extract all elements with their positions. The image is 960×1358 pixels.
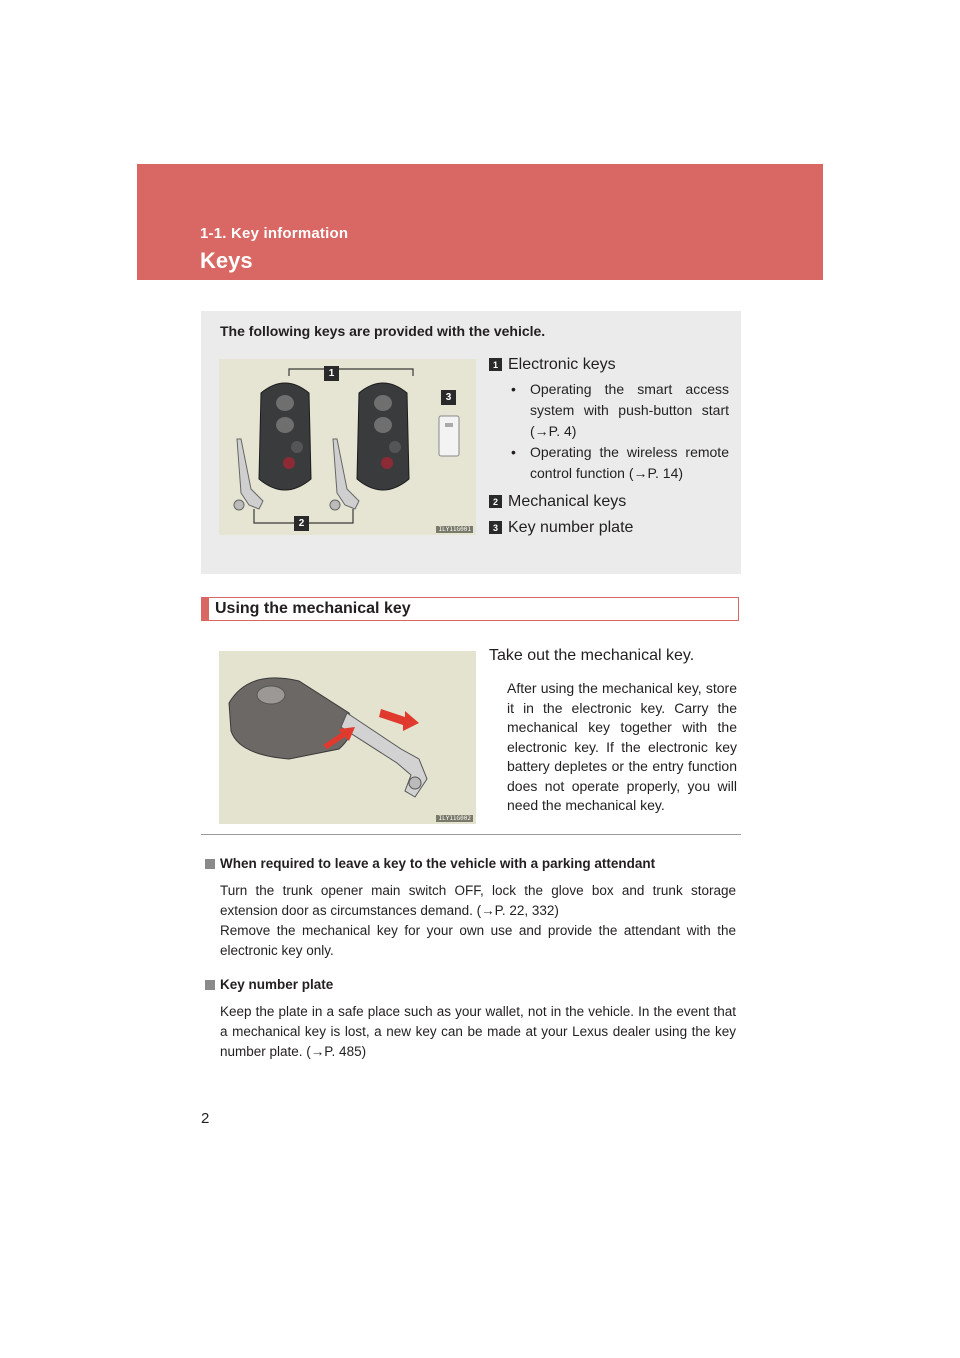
mechanical-key-figure [219, 651, 476, 824]
figure-code: ILY11G001 [438, 526, 471, 533]
legend-label: Electronic keys [508, 356, 616, 373]
mechanical-key-icon [341, 713, 427, 797]
page-title: Keys [200, 248, 253, 273]
legend-label: Key number plate [508, 519, 634, 536]
section-heading-text: Using the mechanical key [215, 600, 411, 617]
mechanical-key-illustration [219, 651, 476, 824]
step-title: Take out the mechanical key. [489, 647, 695, 664]
note-paragraph: Keep the plate in a safe place such as your wallet, not in the vehicle. In the event that a mechanical key is lost, a new key can be made at your Lexus dealer using the key number plate. (→P. 485) [220, 1004, 736, 1059]
legend-label: Mechanical keys [508, 493, 627, 510]
section-heading [201, 597, 739, 621]
legend-sublist [508, 379, 729, 484]
keys-figure [219, 359, 476, 535]
legend-item-key-number-plate [489, 518, 729, 538]
divider [201, 834, 741, 835]
intro-text: The following keys are provided with the vehicle. [220, 323, 546, 339]
chapter-header [137, 164, 823, 280]
note-paragraph: Remove the mechanical key for your own use and provide the attendant with the electronic key only. [220, 923, 736, 958]
callout-1: 1 [324, 366, 339, 381]
figure-code: ILY11G002 [438, 815, 471, 822]
keys-illustration [219, 359, 476, 535]
legend-number: 3 [489, 521, 502, 534]
section-label: 1-1. Key information [200, 225, 349, 242]
note-title: Key number plate [205, 975, 736, 995]
electronic-key-icon [357, 383, 409, 490]
legend-number: 2 [489, 495, 502, 508]
electronic-key-icon [229, 678, 352, 759]
callout-2: 2 [294, 516, 309, 531]
note-body [205, 881, 736, 961]
legend-number: 1 [489, 358, 502, 371]
page-number: 2 [201, 1110, 210, 1127]
electronic-key-icon [259, 383, 311, 490]
mechanical-key-icon [330, 439, 359, 510]
step-body: After using the mechanical key, store it in the electronic key. Carry the mechanical key together with the electronic key. If the electronic key battery depletes or the entry function does not operate properly, you will need the mechanical key. [507, 680, 737, 813]
legend [489, 355, 729, 544]
notes-section [205, 854, 736, 1076]
note-body [205, 1002, 736, 1062]
key-number-plate-icon [439, 416, 459, 456]
legend-subitem: • Operating the wireless remote control function (→P. 14) [508, 442, 729, 484]
callout-3: 3 [441, 390, 456, 405]
note-paragraph: Turn the trunk opener main switch OFF, lock the glove box and trunk storage extension door as circumstances demand. (→P. 22, 332) [220, 883, 736, 918]
note-title: When required to leave a key to the vehicle with a parking attendant [205, 854, 736, 874]
intro-box [201, 311, 741, 574]
legend-item-electronic-keys [489, 355, 729, 484]
legend-subitem: • Operating the smart access system with push-button start (→P. 4) [508, 379, 729, 442]
legend-item-mechanical-keys [489, 492, 729, 512]
